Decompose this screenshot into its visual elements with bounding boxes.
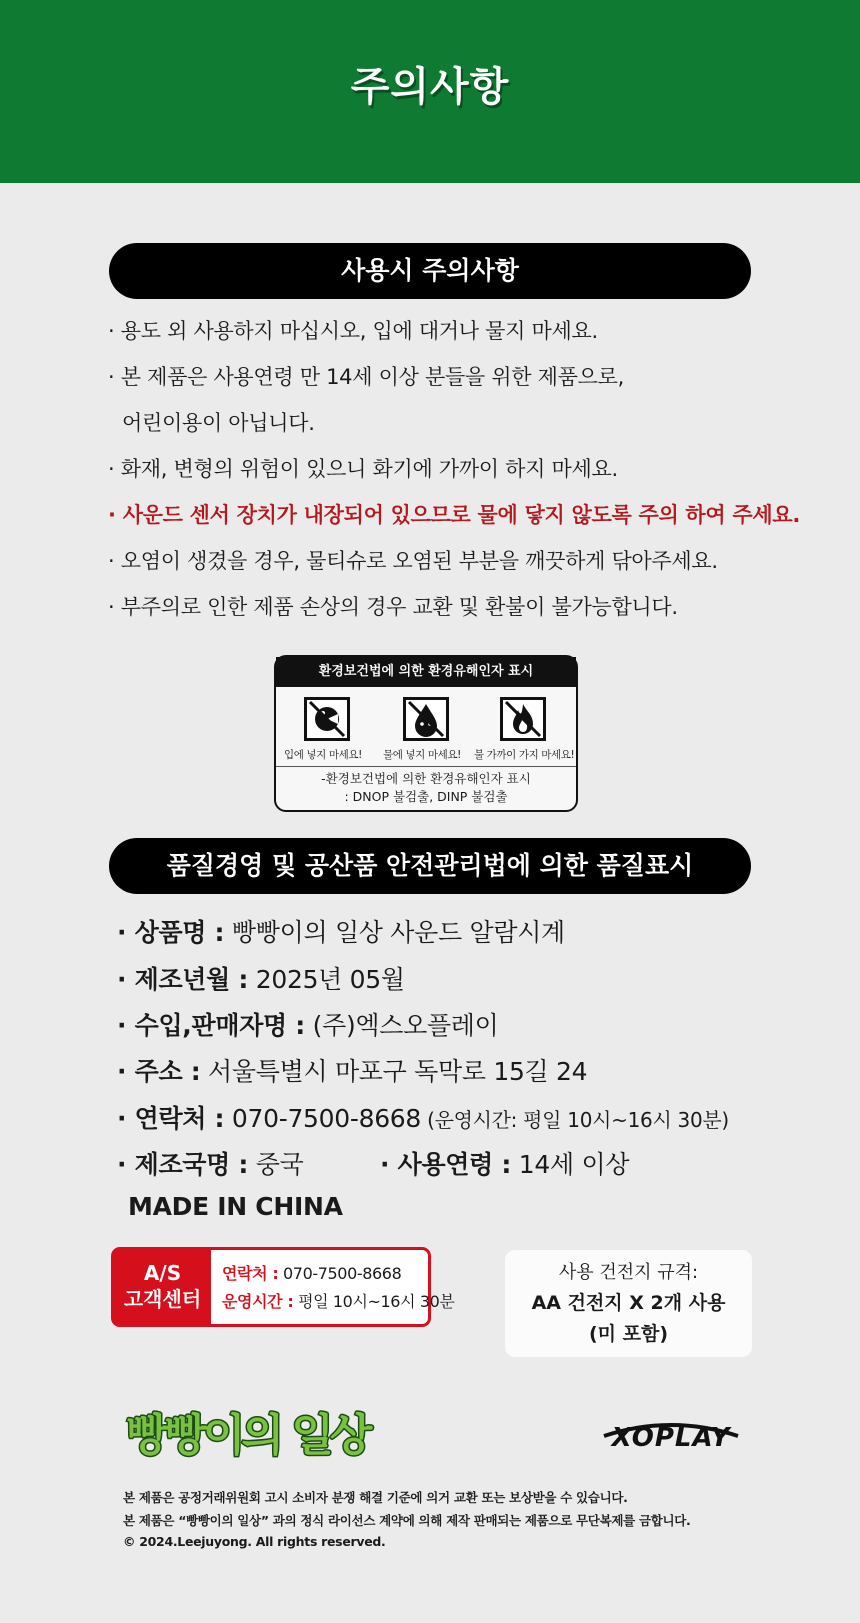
- eco-labels: [276, 741, 576, 767]
- character-logo-text: 빵빵이의 일상: [126, 1410, 369, 1461]
- info-date-value: 2025년 05월: [248, 965, 405, 994]
- eco-icons: [276, 687, 576, 741]
- as-phone-value: 070-7500-8668: [278, 1264, 402, 1283]
- usage-line-3: 어린이용이 아닙니다.: [122, 411, 315, 435]
- info-contact-label: · 연락처 :: [117, 1104, 225, 1133]
- info-country-label: · 제조국명 :: [117, 1150, 249, 1179]
- battery-line3: (미 포함): [588, 1323, 669, 1345]
- as-center-box: [111, 1247, 455, 1327]
- as-center-line2: 고객센터: [123, 1287, 202, 1311]
- usage-heading: 사용시 주의사항: [109, 243, 751, 299]
- page-title: 주의사항: [350, 64, 510, 110]
- footer-copyright: © 2024.Leejuyong. All rights reserved.: [123, 1534, 386, 1549]
- footer-line-1: 본 제품은 공정거래위원회 고시 소비자 분쟁 해결 기준에 의거 교환 또는 보상받을 수 있습니다.: [123, 1490, 628, 1505]
- battery-box: [505, 1250, 752, 1357]
- xoplay-logo-text: XOPLAY: [611, 1423, 731, 1453]
- eco-note-1: -환경보건법에 의한 환경유해인자 표시: [321, 771, 531, 786]
- info-importer-value: (주)엑스오플레이: [305, 1011, 499, 1040]
- usage-line-warning: · 사운드 센서 장치가 내장되어 있으므로 물에 닿지 않도록 주의 하여 주세요.: [108, 503, 801, 527]
- eco-hazard-label: [274, 655, 578, 812]
- info-country-value: 중국: [248, 1150, 304, 1179]
- footer-line-2: 본 제품은 “빵빵이의 일상” 과의 정식 라이선스 계약에 의해 제작 판매되는 제품으로 무단복제를 금합니다.: [123, 1513, 691, 1528]
- eco-note-2: : DNOP 불검출, DINP 불검출: [344, 789, 508, 804]
- info-age-value: 14세 이상: [511, 1150, 630, 1179]
- as-hours-label: 운영시간 :: [222, 1292, 294, 1311]
- xoplay-logo: [600, 1410, 742, 1452]
- eco-label-mouth: 입에 넣지 마세요!: [284, 749, 362, 761]
- info-contact: [117, 1099, 729, 1135]
- character-logo: [122, 1400, 369, 1464]
- battery-line2: AA 건전지 X 2개 사용: [531, 1292, 726, 1314]
- made-in-text: MADE IN CHINA: [128, 1192, 343, 1221]
- as-center-line1: A/S: [143, 1261, 182, 1285]
- no-fire-icon: [500, 697, 546, 741]
- battery-line1: 사용 건전지 규격:: [558, 1262, 699, 1283]
- info-country: [117, 1145, 303, 1181]
- info-address: [117, 1052, 587, 1088]
- info-product-label: · 상품명 :: [117, 918, 225, 947]
- info-product: [117, 913, 565, 949]
- no-mouth-icon: [304, 697, 350, 741]
- page-header: [0, 0, 860, 183]
- usage-line-1: · 용도 외 사용하지 마십시오, 입에 대거나 물지 마세요.: [108, 319, 598, 343]
- eco-label-fire: 불 가까이 가지 마세요!: [474, 749, 575, 761]
- usage-line-4: · 화재, 변형의 위험이 있으니 화기에 가까이 하지 마세요.: [108, 457, 618, 481]
- quality-heading: 품질경영 및 공산품 안전관리법에 의한 품질표시: [109, 838, 751, 894]
- usage-line-2: · 본 제품은 사용연령 만 14세 이상 분들을 위한 제품으로,: [108, 365, 624, 389]
- info-importer-label: · 수입,판매자명 :: [117, 1011, 305, 1040]
- info-date: [117, 960, 405, 996]
- usage-line-6: · 오염이 생겼을 경우, 물티슈로 오염된 부분을 깨끗하게 닦아주세요.: [108, 549, 718, 573]
- made-in: [128, 1192, 343, 1221]
- info-address-label: · 주소 :: [117, 1057, 201, 1086]
- info-date-label: · 제조년월 :: [117, 965, 249, 994]
- no-water-icon: [403, 697, 449, 741]
- info-age-label: · 사용연령 :: [380, 1150, 512, 1179]
- as-hours-value: 평일 10시~16시 30분: [293, 1292, 455, 1311]
- as-center-badge: [114, 1250, 211, 1324]
- info-importer: [117, 1006, 499, 1042]
- info-contact-value: 070-7500-8668: [224, 1104, 422, 1133]
- info-address-value: 서울특별시 마포구 독막로 15길 24: [200, 1057, 588, 1086]
- as-phone-label: 연락처 :: [222, 1264, 279, 1283]
- eco-title: 환경보건법에 의한 환경유해인자 표시: [276, 657, 576, 687]
- info-product-value: 빵빵이의 일상 사운드 알람시계: [224, 918, 565, 947]
- usage-line-7: · 부주의로 인한 제품 손상의 경우 교환 및 환불이 불가능합니다.: [108, 595, 678, 619]
- info-age: [380, 1145, 629, 1181]
- eco-label-water: 물에 넣지 마세요!: [383, 749, 461, 761]
- as-center-details: [222, 1260, 454, 1316]
- info-contact-hours: (운영시간: 평일 10시~16시 30분): [421, 1108, 729, 1132]
